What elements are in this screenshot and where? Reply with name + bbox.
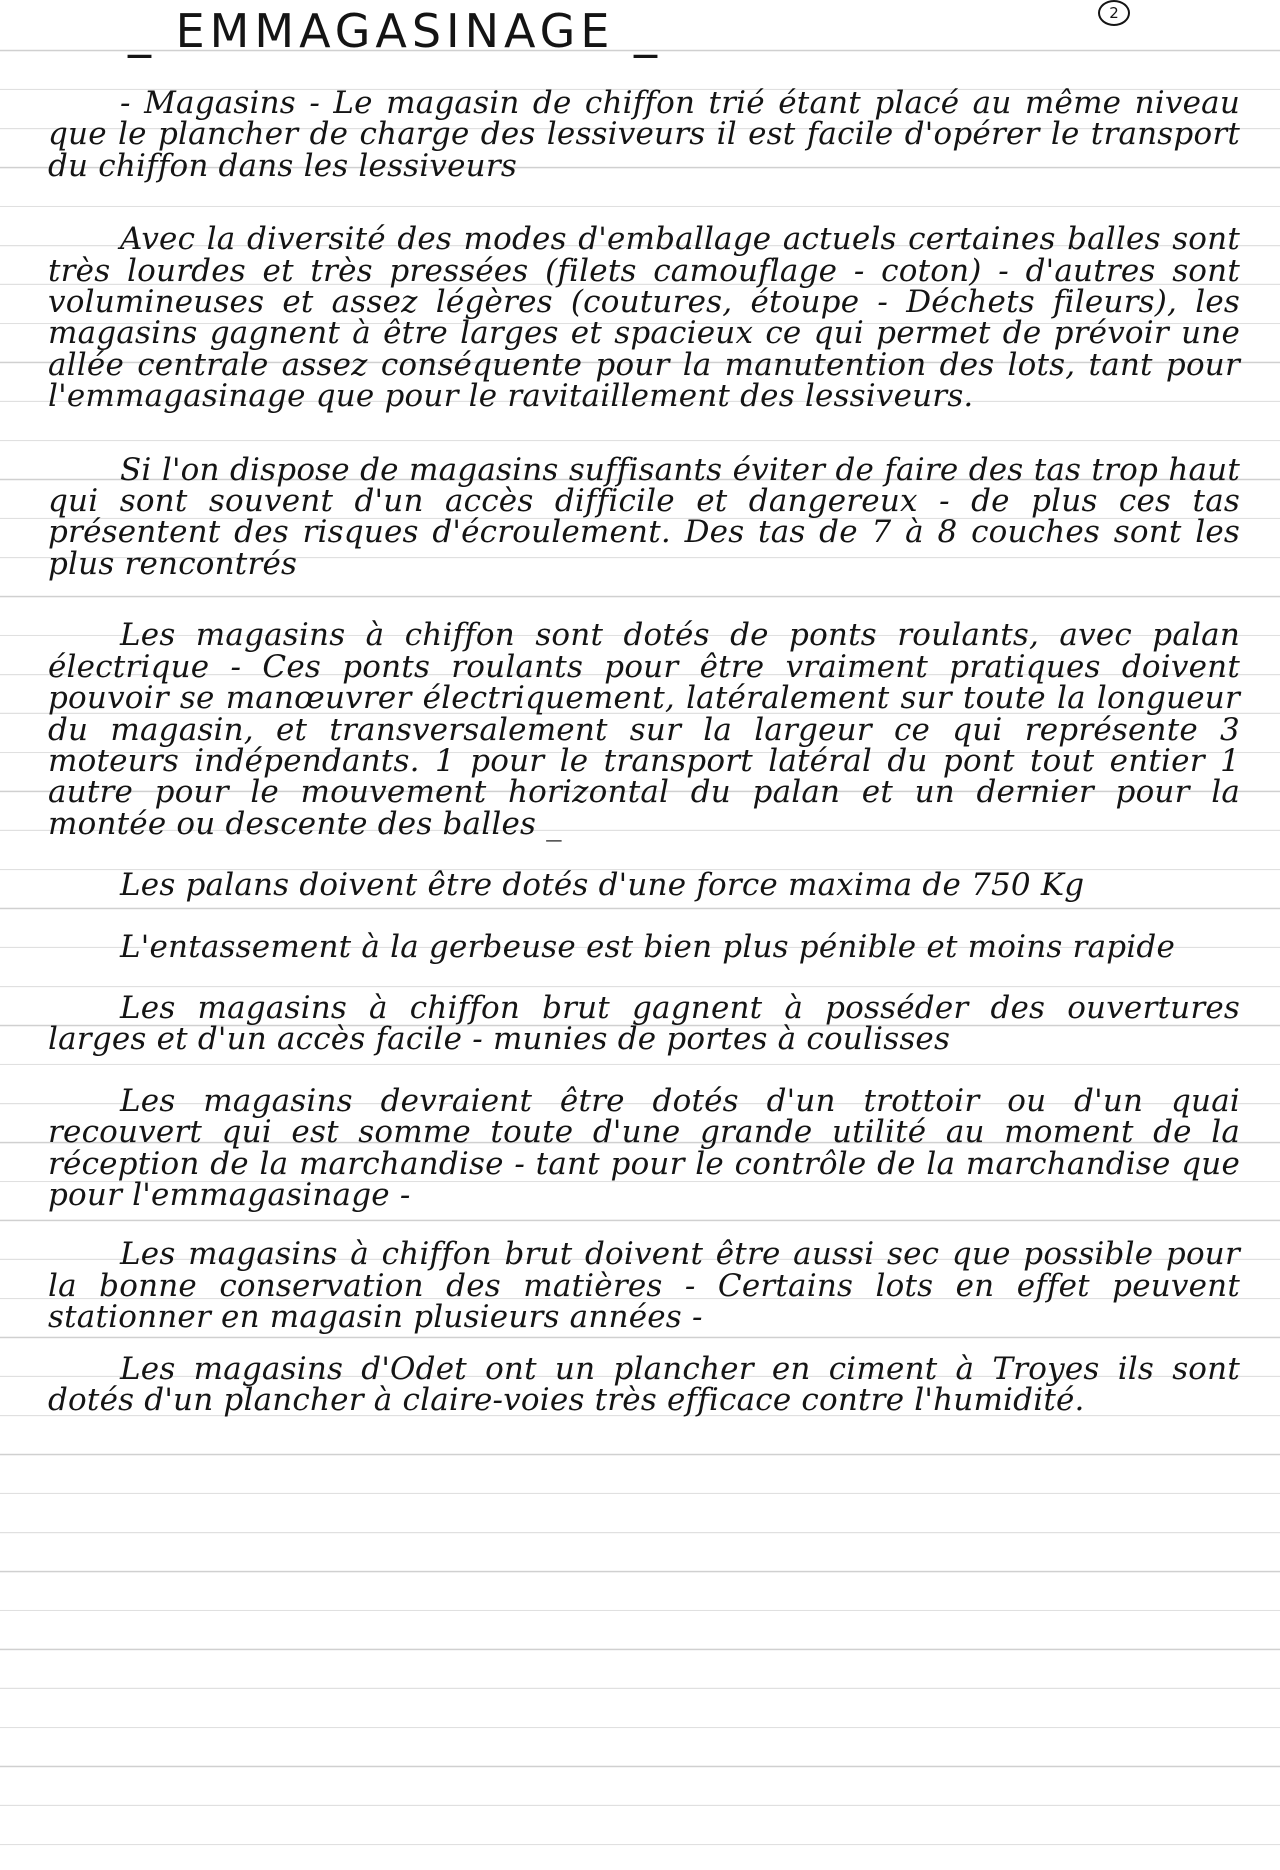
- paragraph-gerbeuse: L'entassement à la gerbeuse est bien plus pénible et moins rapide: [120, 928, 1176, 965]
- page-number: 2: [1098, 0, 1130, 26]
- paragraph-tas: Si l'on dispose de magasins suffisants éviter de faire des tas trop haut qui sont souvent d'un accès difficile et dangereux - de plus ces tas présentent des risques d'écroulement. Des tas de 7 à 8 couches sont les plus rencontrés: [48, 451, 1240, 582]
- page-body: [48, 85, 1240, 1418]
- paragraph-magasins: - Magasins - Le magasin de chiffon trié étant placé au même niveau que le plancher de charge des lessiveurs il est facile d'opérer le transport du chiffon dans les lessiveurs: [48, 85, 1240, 184]
- page-title: _ EMMAGASINAGE _: [128, 4, 663, 58]
- paragraph-ponts-roulants: Les magasins à chiffon sont dotés de ponts roulants, avec palan électrique - Ces ponts roulants pour être vraiment pratiques doivent pouvoir se manœuvrer électriquement, latéralement sur toute la longueur du magasin, et transversalement sur la largeur ce qui représente 3 moteurs indépendants. 1 pour le transport latéral du pont tout entier 1 autre pour le mouvement horizontal du palan et un dernier pour la montée ou descente des balles _: [48, 617, 1240, 842]
- paragraph-trottoir: Les magasins devraient être dotés d'un trottoir ou d'un quai recouvert qui est somme toute d'une grande utilité au moment de la réception de la marchandise - tant pour le contrôle de la marchandise que pour l'emmagasinage -: [48, 1082, 1240, 1213]
- paragraph-ouvertures: Les magasins à chiffon brut gagnent à posséder des ouvertures larges et d'un accès facile - munies de portes à coulisses: [48, 989, 1240, 1058]
- paragraph-conservation: Les magasins à chiffon brut doivent être aussi sec que possible pour la bonne conservation des matières - Certains lots en effet peuvent stationner en magasin plusieurs années -: [48, 1236, 1240, 1336]
- paragraph-emballage: Avec la diversité des modes d'emballage actuels certaines balles sont très lourdes et très pressées (filets camouflage - coton) - d'autres sont volumineuses et assez légères (coutures, étoupe - Déchets fileurs), les magasins gagnent à être larges et spacieux ce qui permet de prévoir une allée centrale assez conséquente pour la manutention des lots, tant pour l'emmagasinage que pour le ravitaillement des lessiveurs.: [48, 221, 1240, 415]
- paragraph-plancher: Les magasins d'Odet ont un plancher en ciment à Troyes ils sont dotés d'un plancher à claire-voies très efficace contre l'humidité.: [48, 1350, 1240, 1418]
- paragraph-palans: Les palans doivent être dotés d'une force maxima de 750 Kg: [120, 867, 1085, 904]
